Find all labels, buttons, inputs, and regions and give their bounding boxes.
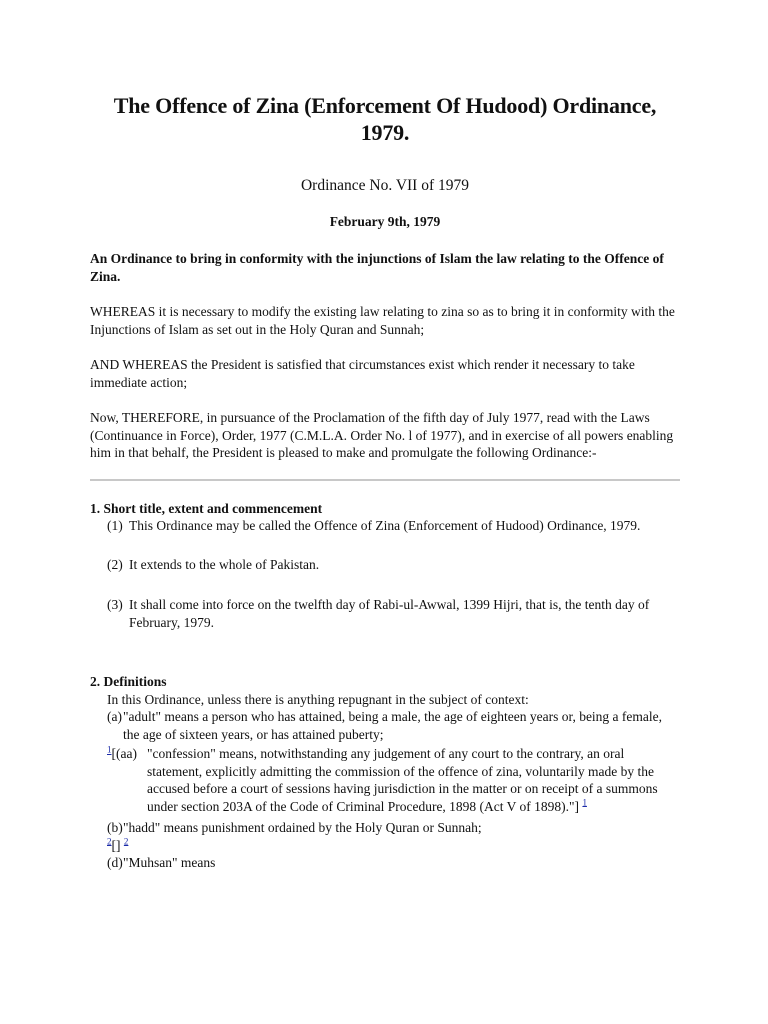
definition-confession [90, 745, 680, 815]
item-number: (3) [107, 597, 123, 612]
item-number: (2) [107, 556, 123, 572]
item-text: This Ordinance may be called the Offence of Zina (Enforcement of Hudood) Ordinance, 1979. [129, 518, 641, 533]
item-text: It shall come into force on the twelfth day of Rabi-ul-Awwal, 1399 Hijri, that is, the tenth day of February, 1979. [129, 597, 650, 630]
item-text: It extends to the whole of Pakistan. [129, 556, 320, 572]
footnote-link[interactable]: 1 [582, 797, 587, 807]
footnote-link[interactable]: 2 [123, 836, 129, 846]
definition-omitted [90, 837, 680, 855]
definition-muhsan [90, 854, 680, 872]
definition-text: "hadd" means punishment ordained by the Holy Quran or Sunnah; [123, 820, 482, 835]
definition-text: "Muhsan" means [123, 855, 216, 870]
footnote-link[interactable]: 2 [107, 836, 112, 846]
ordinance-number: Ordinance No. VII of 1979 [300, 177, 470, 194]
therefore-paragraph: Now, THEREFORE, in pursuance of the Proclamation of the fifth day of July 1977, read with the Laws (Continuance in Force), Order, 1977 (C.M.L.A. Order No. l of 1977), and in exercise of all powers enabling him in that behalf, the President is pleased to make and promulgate the following Ordinance:- [90, 410, 674, 460]
definition-label: (a) [107, 709, 122, 724]
definition-text: "confession" means, notwithstanding any judgement of any court to the contrary, an oral statement, explicitly admitting the commission of the offence of zina, voluntarily made by the accused before a court of sessions having jurisdiction in the matter or on receipt of a summons under section 203A of the Code of Criminal Procedure, 1898 (Act V of 1898)."] [147, 746, 658, 814]
preamble: An Ordinance to bring in conformity with the injunctions of Islam the law relating to the Offence of Zina. [90, 251, 664, 284]
document-page [90, 92, 680, 872]
section-1-item-2 [90, 556, 680, 574]
definition-label [107, 745, 137, 763]
definition-label: (b) [107, 820, 123, 835]
definition-hadd [90, 819, 680, 837]
footnote-link[interactable]: 1 [107, 744, 112, 755]
definition-text: "adult" means a person who has attained, being a male, the age of eighteen years or, being a female, the age of sixteen years, or has attained puberty; [123, 709, 663, 742]
definition-adult [90, 708, 680, 743]
definition-label: (d) [107, 855, 123, 870]
item-number: (1) [107, 518, 123, 533]
section-1-item-3 [90, 596, 680, 631]
omitted-text: [] [111, 837, 121, 853]
section-1-heading: 1. Short title, extent and commencement [90, 500, 323, 516]
ordinance-date: February 9th, 1979 [329, 214, 441, 229]
whereas-paragraph: WHEREAS it is necessary to modify the existing law relating to zina so as to bring it in conformity with the Injunctions of Islam as set out in the Holy Quran and Sunnah; [90, 304, 675, 337]
and-whereas-paragraph: AND WHEREAS the President is satisfied that circumstances exist which render it necessary to take immediate action; [90, 357, 635, 390]
section-1-item-1 [90, 517, 680, 535]
section-2-heading: 2. Definitions [90, 674, 167, 689]
section-divider [90, 479, 680, 481]
definition-number: [(aa) [111, 746, 137, 761]
document-title: The Offence of Zina (Enforcement Of Hudood) Ordinance, 1979. [113, 93, 657, 145]
definitions-intro: In this Ordinance, unless there is anything repugnant in the subject of context: [107, 691, 529, 707]
